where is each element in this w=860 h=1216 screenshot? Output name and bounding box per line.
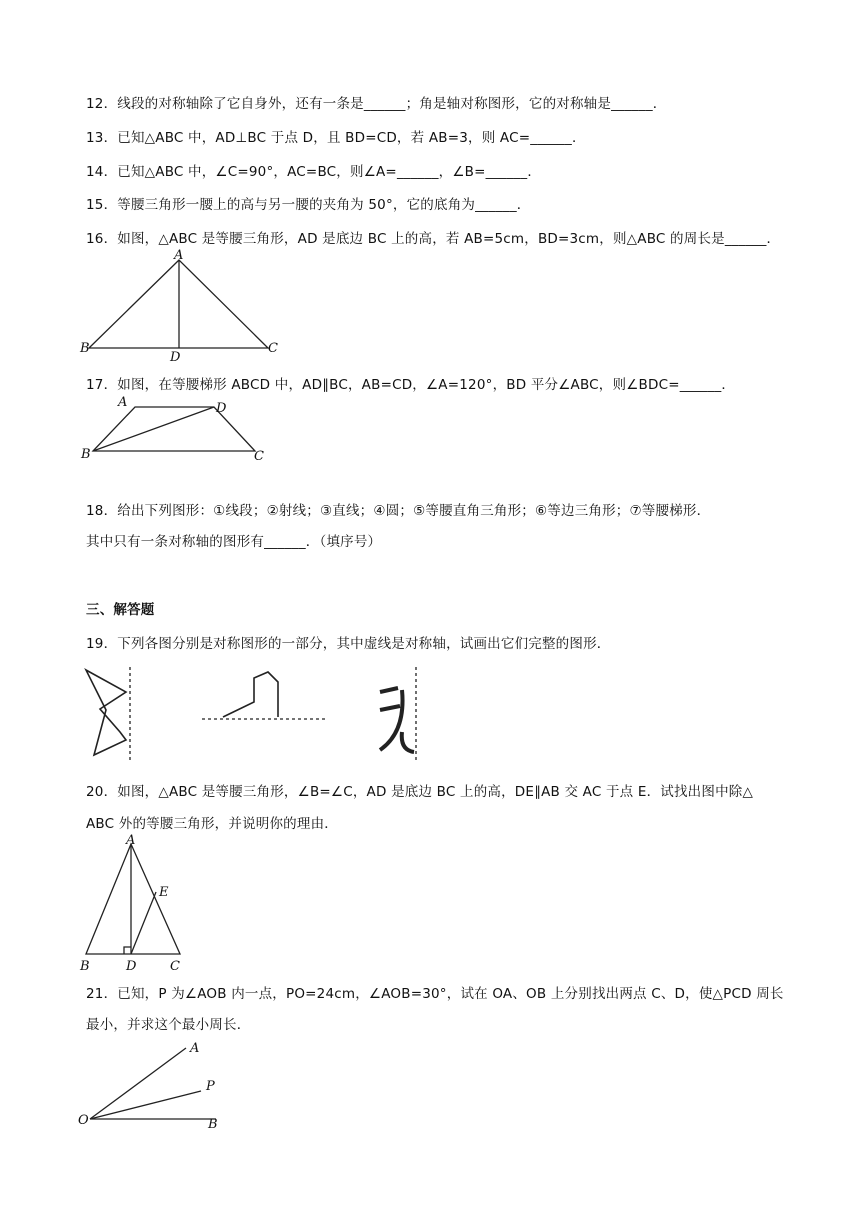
question-16: 16．如图，△ABC 是等腰三角形，AD 是底边 BC 上的高，若 AB=5cm，BD=3cm，则△ABC 的周长是______．	[86, 231, 781, 247]
question-20-line-1: 20．如图，△ABC 是等腰三角形，∠B=∠C，AD 是底边 BC 上的高，DE∥AB 交 AC 于点 E．试找出图中除△	[86, 784, 754, 800]
question-15: 15．等腰三角形一腰上的高与另一腰的夹角为 50°，它的底角为______．	[86, 197, 531, 213]
label-a: A	[190, 1041, 200, 1056]
partial-shape-2	[223, 672, 278, 717]
question-21-line-2: 最小，并求这个最小周长．	[86, 1017, 251, 1033]
label-a: A	[174, 248, 184, 263]
label-p: P	[206, 1079, 215, 1094]
trapezoid-abcd	[93, 407, 255, 451]
label-a: A	[118, 395, 128, 410]
question-18-line-2: 其中只有一条对称轴的图形有______．（填序号）	[86, 534, 382, 550]
question-14: 14．已知△ABC 中，∠C=90°，AC=BC，则∠A=______，∠B=______．	[86, 164, 542, 180]
figure-17-trapezoid	[78, 392, 278, 464]
label-e: E	[159, 885, 169, 900]
section-heading: 三、解答题	[86, 602, 155, 618]
figure-20-triangle	[78, 834, 208, 976]
ray-oa	[90, 1048, 186, 1119]
segment-op	[90, 1091, 201, 1119]
diagonal-bd	[93, 407, 214, 451]
question-18-line-1: 18．给出下列图形：①线段；②射线；③直线；④圆；⑤等腰直角三角形；⑥等边三角形；⑦等腰梯形．	[86, 503, 711, 519]
figure-19-partial-shapes	[80, 662, 450, 762]
label-c: C	[170, 959, 180, 974]
label-c: C	[254, 449, 264, 464]
question-13: 13．已知△ABC 中，AD⊥BC 于点 D，且 BD=CD，若 AB=3，则 AC=______．	[86, 130, 586, 146]
partial-shape-1	[86, 670, 126, 755]
question-12: 12．线段的对称轴除了它自身外，还有一条是______；角是轴对称图形，它的对称轴是______．	[86, 96, 667, 112]
label-d: D	[216, 401, 227, 416]
question-19: 19．下列各图分别是对称图形的一部分，其中虚线是对称轴，试画出它们完整的图形．	[86, 636, 611, 652]
label-a: A	[126, 834, 136, 848]
label-b: B	[208, 1117, 218, 1132]
label-b: B	[80, 959, 90, 974]
label-b: B	[80, 341, 90, 356]
label-c: C	[268, 341, 278, 356]
label-d: D	[126, 959, 137, 974]
label-b: B	[81, 447, 91, 462]
figure-16-triangle	[78, 248, 288, 366]
label-o: O	[78, 1113, 89, 1128]
question-20-line-2: ABC 外的等腰三角形，并说明你的理由．	[86, 816, 338, 832]
question-21-line-1: 21．已知，P 为∠AOB 内一点，PO=24cm，∠AOB=30°，试在 OA、OB 上分别找出两点 C、D，使△PCD 周长	[86, 986, 784, 1002]
figure-21-angle	[76, 1036, 236, 1132]
right-angle-mark	[124, 947, 131, 954]
label-d: D	[170, 350, 181, 365]
question-17: 17．如图，在等腰梯形 ABCD 中，AD∥BC，AB=CD，∠A=120°，BD 平分∠ABC，则∠BDC=______．	[86, 377, 736, 393]
segment-de	[131, 892, 156, 954]
partial-character-3	[380, 688, 414, 752]
